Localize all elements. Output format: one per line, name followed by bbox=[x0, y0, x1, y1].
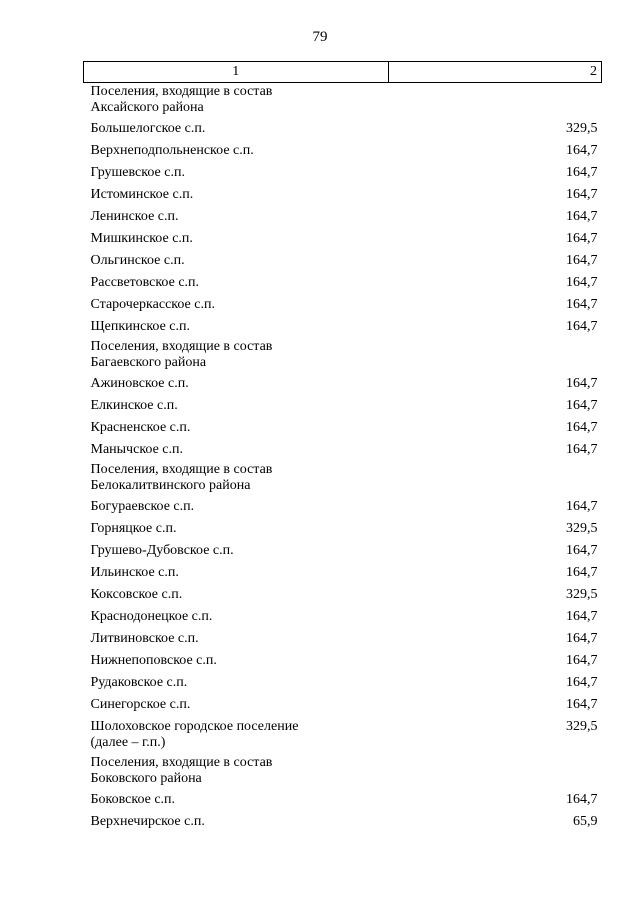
settlement-value: 164,7 bbox=[566, 653, 598, 668]
table-row bbox=[84, 294, 602, 316]
table-row bbox=[84, 628, 602, 650]
table-row bbox=[84, 789, 602, 811]
table-row bbox=[84, 206, 602, 228]
settlement-name: Старочеркасское с.п. bbox=[90, 297, 215, 312]
table-row bbox=[84, 439, 602, 461]
settlement-name: Боковское с.п. bbox=[90, 792, 176, 807]
settlement-value: 65,9 bbox=[573, 814, 598, 829]
table-row bbox=[84, 228, 602, 250]
group-header-row bbox=[84, 461, 602, 496]
settlement-name: Большелогское с.п. bbox=[90, 121, 206, 136]
table-row bbox=[84, 272, 602, 294]
settlement-value: 164,7 bbox=[566, 543, 598, 558]
table-row bbox=[84, 518, 602, 540]
settlement-name: Богураевское с.п. bbox=[90, 499, 195, 514]
settlement-name: Манычское с.п. bbox=[90, 442, 183, 457]
settlement-value bbox=[388, 754, 601, 789]
table-row bbox=[84, 716, 602, 754]
group-title: Поселения, входящие в состав Багаевского района bbox=[90, 339, 273, 370]
group-title: Поселения, входящие в состав Боковского района bbox=[90, 755, 273, 786]
table-row bbox=[84, 811, 602, 833]
settlement-name: Верхнеподпольненское с.п. bbox=[90, 143, 254, 158]
settlement-value: 329,5 bbox=[566, 719, 598, 734]
table-row bbox=[84, 694, 602, 716]
table-row bbox=[84, 606, 602, 628]
settlement-name: Щепкинское с.п. bbox=[90, 319, 191, 334]
settlement-name: Коксовское с.п. bbox=[90, 587, 183, 602]
settlement-value: 329,5 bbox=[566, 521, 598, 536]
settlement-name: Истоминское с.п. bbox=[90, 187, 194, 202]
column-header-2: 2 bbox=[388, 62, 601, 83]
settlement-value: 164,7 bbox=[566, 499, 598, 514]
settlement-value: 164,7 bbox=[566, 565, 598, 580]
settlement-value: 164,7 bbox=[566, 609, 598, 624]
settlement-value: 164,7 bbox=[566, 187, 598, 202]
settlements-table bbox=[83, 61, 602, 833]
settlement-name: Литвиновское с.п. bbox=[90, 631, 199, 646]
table-row bbox=[84, 540, 602, 562]
settlement-value: 164,7 bbox=[566, 792, 598, 807]
settlement-name: Ажиновское с.п. bbox=[90, 376, 189, 391]
settlement-name: Горняцкое с.п. bbox=[90, 521, 177, 536]
table-row bbox=[84, 140, 602, 162]
settlement-value: 164,7 bbox=[566, 442, 598, 457]
settlement-value bbox=[388, 461, 601, 496]
table-row bbox=[84, 417, 602, 439]
settlement-value: 164,7 bbox=[566, 297, 598, 312]
settlement-name: Красненское с.п. bbox=[90, 420, 191, 435]
settlement-name: Рассветовское с.п. bbox=[90, 275, 200, 290]
group-header-row bbox=[84, 83, 602, 119]
table-header-row bbox=[84, 62, 602, 83]
table-row bbox=[84, 395, 602, 417]
settlement-value: 164,7 bbox=[566, 231, 598, 246]
table-row bbox=[84, 162, 602, 184]
settlement-value: 164,7 bbox=[566, 420, 598, 435]
table-body bbox=[84, 83, 602, 834]
settlement-name: Мишкинское с.п. bbox=[90, 231, 193, 246]
group-title: Поселения, входящие в состав Аксайского района bbox=[90, 84, 273, 115]
settlement-value: 164,7 bbox=[566, 697, 598, 712]
settlement-name: Верхнечирское с.п. bbox=[90, 814, 205, 829]
settlement-value: 164,7 bbox=[566, 253, 598, 268]
settlement-name: Ильинское с.п. bbox=[90, 565, 179, 580]
settlement-value: 329,5 bbox=[566, 121, 598, 136]
settlement-name: Ленинское с.п. bbox=[90, 209, 179, 224]
table-row bbox=[84, 373, 602, 395]
table-row bbox=[84, 496, 602, 518]
settlement-name: Ольгинское с.п. bbox=[90, 253, 185, 268]
settlement-value: 164,7 bbox=[566, 275, 598, 290]
settlement-value: 164,7 bbox=[566, 165, 598, 180]
settlement-name: Елкинское с.п. bbox=[90, 398, 178, 413]
settlement-value: 164,7 bbox=[566, 319, 598, 334]
group-header-row bbox=[84, 338, 602, 373]
group-header-row bbox=[84, 754, 602, 789]
settlement-value: 164,7 bbox=[566, 631, 598, 646]
group-title: Поселения, входящие в состав Белокалитвинского района bbox=[90, 462, 273, 493]
settlement-name: Краснодонецкое с.п. bbox=[90, 609, 213, 624]
table-row bbox=[84, 118, 602, 140]
page-number: 79 bbox=[312, 29, 328, 45]
settlement-name: Синегорское с.п. bbox=[90, 697, 191, 712]
settlement-value: 164,7 bbox=[566, 209, 598, 224]
table-row bbox=[84, 650, 602, 672]
settlement-value: 164,7 bbox=[566, 675, 598, 690]
table-row bbox=[84, 562, 602, 584]
settlement-name: Нижнепоповское с.п. bbox=[90, 653, 217, 668]
table-row bbox=[84, 250, 602, 272]
settlement-value bbox=[388, 83, 601, 119]
table-row bbox=[84, 316, 602, 338]
settlement-value: 164,7 bbox=[566, 398, 598, 413]
settlement-value: 164,7 bbox=[566, 376, 598, 391]
settlement-value: 164,7 bbox=[566, 143, 598, 158]
settlement-value: 329,5 bbox=[566, 587, 598, 602]
settlement-name: Рудаковское с.п. bbox=[90, 675, 188, 690]
column-header-1: 1 bbox=[84, 62, 389, 83]
settlement-name: Грушево-Дубовское с.п. bbox=[90, 543, 234, 558]
table-row bbox=[84, 584, 602, 606]
settlement-name: Шолоховское городское поселение (далее – г.п.) bbox=[90, 719, 299, 750]
table-row bbox=[84, 184, 602, 206]
settlement-name: Грушевское с.п. bbox=[90, 165, 185, 180]
settlement-value bbox=[388, 338, 601, 373]
table-row bbox=[84, 672, 602, 694]
